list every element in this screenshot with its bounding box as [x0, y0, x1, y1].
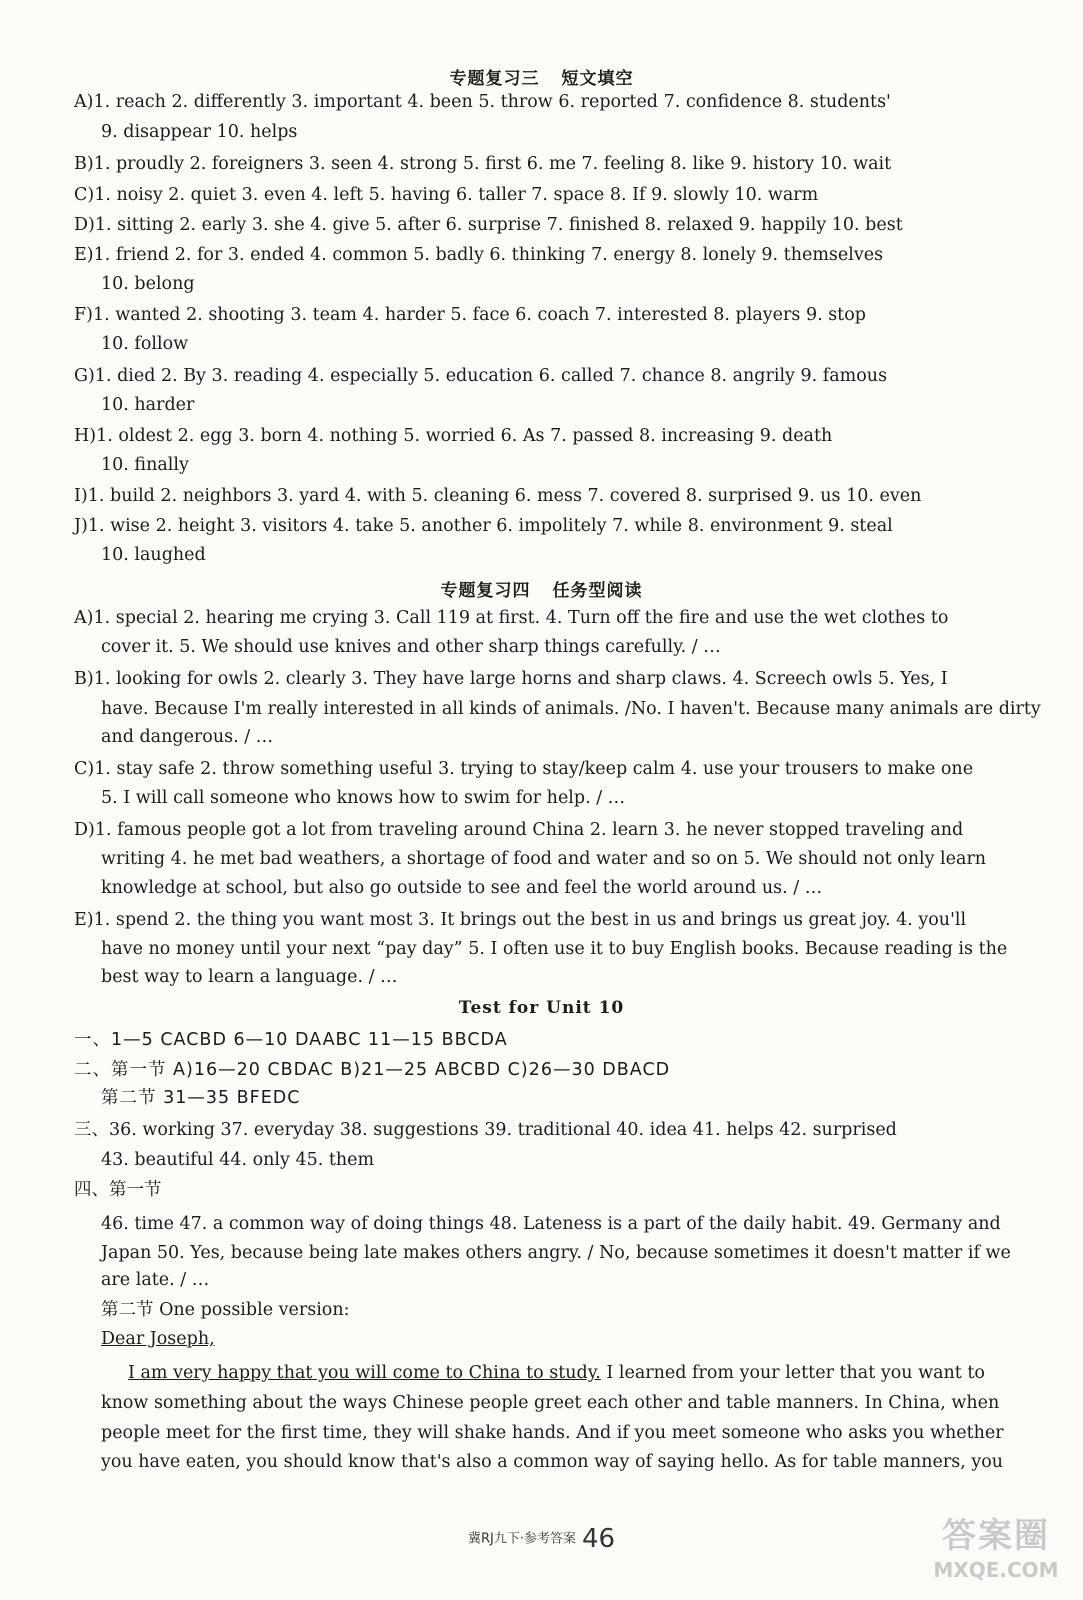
answer-line: F)1. wanted 2. shooting 3. team 4. harder 5. face 6. coach 7. interested 8. players 9. stop — [74, 305, 866, 325]
answer-line: 5. I will call someone who knows how to swim for help. / … — [101, 788, 626, 808]
answer-line: 9. disappear 10. helps — [101, 122, 298, 142]
answer-line: E)1. spend 2. the thing you want most 3. It brings out the best in us and brings us great joy. 4. you'll — [74, 910, 967, 930]
letter-line: you have eaten, you should know that's also a common way of saying hello. As for table manners, you — [101, 1452, 1004, 1472]
letter-salutation: Dear Joseph, — [101, 1329, 215, 1349]
answer-line: I)1. build 2. neighbors 3. yard 4. with 5. cleaning 6. mess 7. covered 8. surprised 9. us 10. even — [74, 486, 922, 506]
letter-line: know something about the ways Chinese people greet each other and table manners. In China, when — [101, 1393, 1000, 1413]
answer-line: cover it. 5. We should use knives and other sharp things carefully. / … — [101, 637, 721, 657]
answer-line: H)1. oldest 2. egg 3. born 4. nothing 5. worried 6. As 7. passed 8. increasing 9. death — [74, 426, 833, 446]
letter-line: people meet for the first time, they will shake hands. And if you meet someone who asks you whether — [101, 1423, 1004, 1443]
answer-line: are late. / … — [101, 1270, 210, 1290]
answer-line: A)1. special 2. hearing me crying 3. Call 119 at first. 4. Turn off the fire and use the wet clothes to — [74, 608, 949, 628]
watermark-bottom: MXQE.COM — [933, 1558, 1059, 1582]
section3-title-a: 专题复习三 — [449, 69, 540, 89]
test-part4-section2: 第二节 One possible version: — [101, 1300, 350, 1320]
answer-line: best way to learn a language. / … — [101, 967, 398, 987]
answer-line: G)1. died 2. By 3. reading 4. especially 5. education 6. called 7. chance 8. angrily 9. famous — [74, 366, 888, 386]
answer-line: Japan 50. Yes, because being late makes others angry. / No, because sometimes it doesn't matter if we — [101, 1243, 1011, 1263]
answer-line: 10. belong — [101, 274, 195, 294]
page-number: 46 — [581, 1524, 616, 1554]
footer-label: 冀RJ九下·参考答案 — [467, 1531, 576, 1547]
answer-line: C)1. noisy 2. quiet 3. even 4. left 5. having 6. taller 7. space 8. If 9. slowly 10. warm — [74, 185, 819, 205]
answer-line: have no money until your next “pay day” 5. I often use it to buy English books. Because reading is the — [101, 939, 1008, 959]
test-part4-heading: 四、第一节 — [74, 1180, 162, 1200]
page-footer — [0, 1524, 1083, 1554]
answer-line: 46. time 47. a common way of doing things 48. Lateness is a part of the daily habit. 49. Germany and — [101, 1214, 1001, 1234]
section3-title-b: 短文填空 — [561, 69, 634, 89]
answer-line: E)1. friend 2. for 3. ended 4. common 5. badly 6. thinking 7. energy 8. lonely 9. themselves — [74, 245, 884, 265]
answer-line: D)1. sitting 2. early 3. she 4. give 5. after 6. surprise 7. finished 8. relaxed 9. happily 10. best — [74, 215, 903, 235]
section4-title — [0, 576, 1083, 601]
test-part1: 一、1—5 CACBD 6—10 DAABC 11—15 BBCDA — [74, 1030, 508, 1050]
watermark-logo — [931, 1514, 1061, 1592]
letter-first-rest: I learned from your letter that you want to — [600, 1363, 985, 1383]
answer-line: 10. follow — [101, 334, 189, 354]
answer-line: and dangerous. / … — [101, 727, 274, 747]
test-part2-section2: 第二节 31—35 BFEDC — [101, 1088, 301, 1108]
answer-line: knowledge at school, but also go outside to see and feel the world around us. / … — [101, 878, 823, 898]
section3-title — [0, 64, 1083, 89]
answer-line: D)1. famous people got a lot from traveling around China 2. learn 3. he never stopped traveling and — [74, 820, 964, 840]
answer-line: A)1. reach 2. differently 3. important 4. been 5. throw 6. reported 7. confidence 8. students' — [74, 92, 891, 112]
section4-title-b: 任务型阅读 — [552, 581, 643, 601]
test-part3-line2: 43. beautiful 44. only 45. them — [101, 1150, 375, 1170]
test-part3-line1: 三、36. working 37. everyday 38. suggestions 39. traditional 40. idea 41. helps 42. surprised — [74, 1120, 897, 1140]
section4-title-a: 专题复习四 — [440, 581, 531, 601]
answer-line: writing 4. he met bad weathers, a shortage of food and water and so on 5. We should not only learn — [101, 849, 987, 869]
answer-line: 10. harder — [101, 395, 195, 415]
answer-line: have. Because I'm really interested in all kinds of animals. /No. I haven't. Because many animals are dirty — [101, 699, 1041, 719]
answer-line: 10. laughed — [101, 545, 206, 565]
answer-line: B)1. looking for owls 2. clearly 3. They have large horns and sharp claws. 4. Screech owls 5. Yes, I — [74, 669, 948, 689]
letter-first-line — [128, 1361, 1083, 1385]
answer-line: 10. finally — [101, 455, 189, 475]
test-title: Test for Unit 10 — [458, 998, 625, 1018]
answer-line: B)1. proudly 2. foreigners 3. seen 4. strong 5. first 6. me 7. feeling 8. like 9. history 10. wait — [74, 154, 892, 174]
watermark-top: 答案圈 — [942, 1516, 1050, 1556]
answer-line: C)1. stay safe 2. throw something useful 3. trying to stay/keep calm 4. use your trousers to make one — [74, 759, 974, 779]
letter-underlined-sentence: I am very happy that you will come to China to study. — [128, 1363, 601, 1383]
answer-line: J)1. wise 2. height 3. visitors 4. take 5. another 6. impolitely 7. while 8. environment 9. steal — [74, 516, 893, 536]
test-part2-section1: 二、第一节 A)16—20 CBDAC B)21—25 ABCBD C)26—30 DBACD — [74, 1060, 671, 1080]
